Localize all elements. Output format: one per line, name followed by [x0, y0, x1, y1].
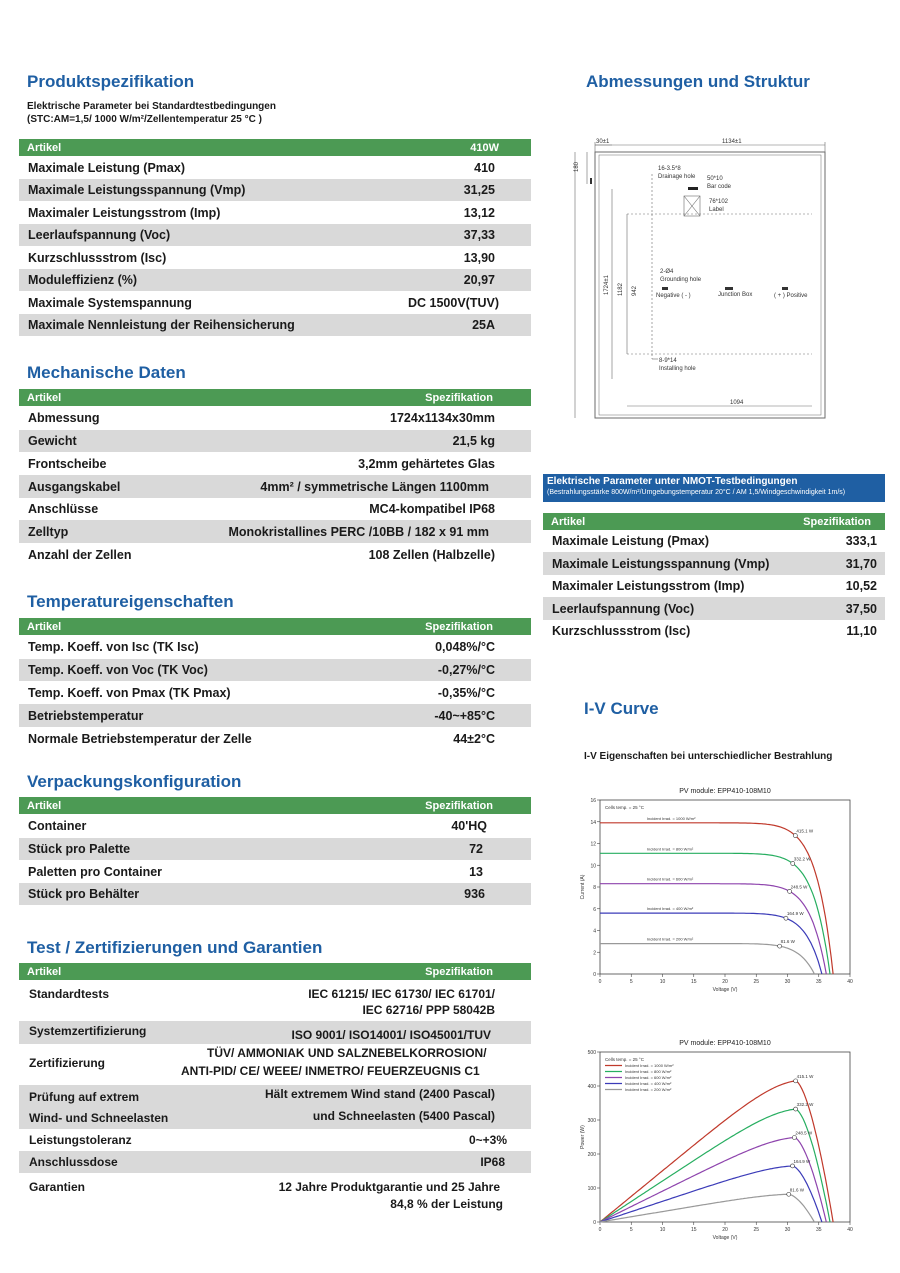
x-tick-label: 30	[784, 979, 791, 985]
row-value-2: IEC 62716/ PPP 58042B	[362, 1003, 495, 1017]
header-right: Spezifikation	[425, 620, 493, 633]
table-row	[19, 883, 531, 905]
table-row	[19, 520, 531, 543]
table-row	[19, 201, 531, 224]
y-tick-label: 0	[593, 1220, 596, 1226]
x-tick-label: 25	[753, 1227, 760, 1233]
label-size: 76*102	[709, 199, 729, 205]
row-label: Anschlussdose	[29, 1155, 118, 1169]
row-label: Zertifizierung	[29, 1056, 106, 1070]
row-value: 108 Zellen (Halbzelle)	[368, 547, 495, 562]
row-label: Garantien	[29, 1180, 86, 1194]
row-label: Container	[28, 819, 87, 833]
row-value: MC4-kompatibel IP68	[369, 502, 495, 516]
row-label: Ausgangskabel	[28, 479, 121, 494]
row-label: Maximale Leistung (Pmax)	[28, 160, 185, 175]
row-value: 3,2mm gehärtetes Glas	[358, 456, 495, 471]
dim-left-1182: 1182	[618, 283, 624, 296]
x-tick-label: 15	[690, 979, 697, 985]
mpp-label: 164.9 W	[786, 911, 804, 917]
table-row	[19, 635, 531, 659]
table-row	[19, 291, 531, 314]
row-value: TÜV/ AMMONIAK UND SALZNEBELKORROSION/	[207, 1046, 487, 1060]
row-label: Kurzschlussstrom (Isc)	[552, 624, 691, 638]
junction-box-icon	[725, 287, 733, 290]
installing-hole-label: Installing hole	[659, 366, 696, 372]
certs-title: Test / Zertifizierungen und Garantien	[27, 938, 323, 957]
row-value: IP68	[480, 1155, 505, 1169]
y-tick-label: 2	[593, 950, 596, 957]
row-label: Paletten pro Container	[28, 864, 163, 879]
dim-top-width: 1134±1	[722, 139, 742, 145]
mpp-point	[792, 1136, 796, 1140]
table-row	[19, 681, 531, 704]
temperature-title: Temperatureigenschaften	[27, 592, 234, 611]
positive-label: ( + ) Positive	[774, 293, 808, 299]
row-value: 1724x1134x30mm	[390, 411, 495, 425]
row-label: Moduleffizienz (%)	[28, 273, 138, 287]
legend-entry: Incident Irrad. = 400 W/m²	[625, 1081, 672, 1086]
row-label: Maximale Leistungsspannung (Vmp)	[552, 556, 770, 571]
header-right: Spezifikation	[803, 515, 871, 528]
chart-title: PV module: EPP410-108M10	[679, 1040, 771, 1047]
mpp-point	[794, 1107, 798, 1111]
table-row	[19, 860, 531, 883]
row-label: Temp. Koeff. von Isc (TK Isc)	[28, 640, 199, 654]
row-value: 13,90	[463, 250, 495, 265]
row-label: Stück pro Behälter	[28, 887, 140, 901]
table-row	[19, 1044, 531, 1085]
row-value: 936	[464, 887, 485, 901]
table-row	[19, 659, 531, 681]
table-row	[19, 814, 531, 838]
row-label-2: Wind- und Schneelasten	[29, 1111, 169, 1125]
packaging-table	[19, 797, 531, 905]
row-label: Betriebstemperatur	[28, 708, 144, 723]
grounding-hole-label: Grounding hole	[660, 277, 702, 283]
table-row	[543, 552, 885, 575]
iv-chart	[578, 784, 858, 994]
certs-table	[19, 963, 531, 1217]
chart-note: Cells temp. = 25 °C	[605, 805, 644, 810]
y-axis-label: Power (W)	[580, 1125, 586, 1149]
row-label: Prüfung auf extrem	[29, 1090, 140, 1104]
header-left: Artikel	[27, 141, 62, 154]
mpp-point	[791, 1164, 795, 1168]
table-header	[19, 963, 531, 980]
row-label: Anzahl der Zellen	[28, 547, 132, 562]
row-label: Frontscheibe	[28, 456, 107, 471]
legend-entry: Incident Irrad. = 600 W/m²	[625, 1075, 672, 1080]
header-right: 410W	[470, 141, 499, 154]
row-label: Temp. Koeff. von Voc (TK Voc)	[28, 663, 208, 677]
row-label: Gewicht	[28, 434, 77, 448]
series-label: Incident Irrad. = 800 W/m²	[646, 846, 694, 852]
mpp-point	[794, 1079, 798, 1083]
mpp-point	[793, 834, 797, 838]
row-value: 333,1	[845, 534, 877, 548]
series-label: Incident Irrad. = 400 W/m²	[646, 906, 694, 912]
row-value: 10,52	[845, 579, 877, 593]
row-value: 410	[474, 160, 495, 175]
nmot-table	[543, 513, 885, 642]
y-axis-label: Current (A)	[580, 874, 586, 900]
header-left: Artikel	[27, 799, 62, 812]
y-tick-label: 12	[590, 841, 596, 848]
y-tick-label: 200	[587, 1152, 596, 1158]
header-left: Artikel	[27, 391, 62, 404]
dim-left-942: 942	[632, 285, 638, 296]
series-label: Incident Irrad. = 200 W/m²	[646, 936, 694, 942]
x-tick-label: 0	[598, 979, 602, 985]
drainage-hole-label: Drainage hole	[658, 174, 696, 180]
mpp-point	[787, 1192, 791, 1196]
iv-curve-subtitle: I-V Eigenschaften bei unterschiedlicher Bestrahlung	[584, 751, 833, 762]
row-value: 31,70	[845, 556, 877, 571]
row-value-2: 84,8 % der Leistung	[390, 1197, 503, 1211]
mpp-point	[778, 944, 782, 948]
module-inner-frame	[599, 155, 821, 415]
barcode-size: 50*10	[707, 176, 723, 182]
table-row	[19, 179, 531, 201]
y-tick-label: 14	[590, 819, 596, 826]
junction-box-label: Junction Box	[718, 292, 753, 298]
header-left: Artikel	[27, 620, 62, 633]
module-frame	[595, 152, 825, 418]
y-tick-label: 400	[587, 1084, 596, 1090]
table-row	[19, 156, 531, 179]
row-value: DC 1500V(TUV)	[408, 295, 499, 310]
row-value: 12 Jahre Produktgarantie und 25 Jahre	[278, 1180, 500, 1194]
row-value: 4mm² / symmetrische Längen 1100mm	[260, 479, 489, 494]
mpp-label: 415.1 W	[796, 828, 814, 834]
table-header	[19, 139, 531, 156]
table-row	[19, 1085, 531, 1129]
row-label: Leistungstoleranz	[29, 1133, 132, 1147]
x-tick-label: 40	[847, 1227, 853, 1233]
table-row	[19, 543, 531, 566]
table-row	[543, 597, 885, 620]
header-right: Spezifikation	[425, 799, 493, 812]
product-spec-subtitle-2: (STC:AM=1,5/ 1000 W/m²/Zellentemperatur 25 °C )	[27, 114, 262, 125]
table-row	[19, 314, 531, 336]
series-label: Incident Irrad. = 600 W/m²	[646, 876, 694, 882]
row-value: 72	[469, 842, 483, 856]
x-tick-label: 5	[629, 1227, 633, 1233]
nmot-title: Elektrische Parameter unter NMOT-Testbedingungen	[547, 476, 798, 487]
mpp-label: 332.2 W	[793, 856, 811, 862]
row-label: Leerlaufspannung (Voc)	[28, 228, 171, 242]
table-row	[19, 704, 531, 727]
negative-label: Negative ( - )	[656, 293, 691, 299]
row-value: 37,50	[845, 601, 877, 616]
temperature-table	[19, 618, 531, 750]
table-row	[19, 838, 531, 860]
y-tick-label: 4	[593, 928, 596, 935]
mpp-label: 332.2 W	[796, 1102, 814, 1108]
x-axis-label: Voltage (V)	[712, 987, 738, 993]
table-row	[19, 475, 531, 498]
y-tick-label: 100	[587, 1186, 596, 1192]
y-tick-label: 500	[587, 1050, 596, 1056]
module-dimension-drawing	[572, 134, 862, 424]
x-tick-label: 20	[722, 979, 728, 985]
header-right: Spezifikation	[425, 965, 493, 978]
row-value: 37,33	[463, 228, 495, 242]
row-label: Maximaler Leistungsstrom (Imp)	[552, 579, 745, 593]
mpp-point	[791, 861, 795, 865]
table-row	[543, 530, 885, 552]
x-tick-label: 5	[629, 979, 633, 985]
row-value: 20,97	[463, 273, 495, 287]
x-tick-label: 0	[598, 1227, 602, 1233]
row-label: Normale Betriebstemperatur der Zelle	[28, 731, 252, 746]
chart-note: Cells temp. = 25 °C	[605, 1057, 644, 1062]
label-label: Label	[709, 207, 724, 213]
table-row	[19, 224, 531, 246]
table-row	[543, 620, 885, 642]
row-value: ISO 9001/ ISO14001/ ISO45001/TUV	[291, 1028, 491, 1042]
row-label: Temp. Koeff. von Pmax (TK Pmax)	[28, 685, 231, 700]
table-row	[19, 269, 531, 291]
barcode-mark	[688, 187, 698, 190]
row-value: 11,10	[846, 624, 877, 638]
dimensions-title: Abmessungen und Struktur	[586, 72, 810, 91]
table-header	[19, 797, 531, 814]
row-label: Kurzschlussstrom (Isc)	[28, 250, 167, 265]
x-tick-label: 10	[659, 1227, 666, 1233]
packaging-title: Verpackungskonfiguration	[27, 772, 242, 791]
row-value: 0~+3%	[468, 1133, 507, 1147]
table-row	[19, 246, 531, 269]
row-value: 44±2°C	[453, 731, 495, 746]
table-row	[19, 1021, 531, 1044]
row-label: Maximale Leistungsspannung (Vmp)	[28, 183, 246, 197]
y-tick-label: 16	[590, 798, 596, 804]
row-value: 40'HQ	[451, 819, 487, 833]
x-tick-label: 35	[815, 979, 822, 985]
table-row	[19, 452, 531, 475]
row-label: Leerlaufspannung (Voc)	[552, 601, 695, 616]
x-tick-label: 40	[847, 979, 853, 985]
table-header	[19, 389, 531, 406]
row-label: Standardtests	[29, 987, 110, 1001]
dim-bottom: 1094	[730, 400, 744, 406]
table-row	[19, 727, 531, 750]
row-value-2: und Schneelasten (5400 Pascal)	[312, 1109, 495, 1123]
mpp-label: 248.5 W	[790, 884, 808, 890]
drainage-hole-size: 16-3.5*8	[658, 166, 681, 172]
y-tick-label: 8	[593, 885, 596, 891]
row-value: Monokristallines PERC /10BB / 182 x 91 mm	[228, 524, 489, 539]
installing-hole-size: 8-9*14	[659, 358, 677, 364]
x-tick-label: 35	[815, 1227, 822, 1233]
mpp-label: 415.1 W	[796, 1073, 814, 1079]
row-value: 0,048%/°C	[435, 640, 495, 654]
row-value: Hält extremem Wind stand (2400 Pascal)	[265, 1087, 495, 1101]
row-label: Anschlüsse	[28, 502, 99, 516]
header-right: Spezifikation	[425, 391, 493, 404]
x-tick-label: 20	[722, 1227, 728, 1233]
row-value-2: ANTI-PID/ CE/ WEEE/ INMETRO/ FEUERZEUGNIS C1	[181, 1064, 480, 1078]
table-row	[19, 406, 531, 430]
nmot-banner	[543, 474, 885, 502]
x-tick-label: 30	[784, 1227, 791, 1233]
row-value: 13	[469, 864, 483, 879]
negative-terminal-icon	[662, 287, 668, 290]
mpp-label: 248.5 W	[795, 1130, 813, 1136]
table-row	[19, 1173, 531, 1217]
mpp-label: 164.9 W	[793, 1158, 811, 1164]
power-chart	[578, 1036, 858, 1241]
row-label: Zelltyp	[28, 524, 69, 539]
product-spec-table	[19, 139, 531, 336]
grounding-hole-size: 2-Ø4	[660, 269, 674, 275]
legend-entry: Incident Irrad. = 200 W/m²	[625, 1087, 672, 1092]
y-tick-label: 6	[593, 906, 596, 913]
row-value: IEC 61215/ IEC 61730/ IEC 61701/	[308, 987, 495, 1001]
series-label: Incident Irrad. = 1000 W/m²	[646, 815, 696, 821]
mpp-label: 81.6 W	[789, 1187, 805, 1193]
row-label: Maximale Leistung (Pmax)	[552, 534, 709, 548]
table-row	[19, 1151, 531, 1173]
dim-top-frame: 30±1	[596, 139, 610, 145]
dim-left-small: 180	[574, 161, 580, 172]
mpp-point	[788, 889, 792, 893]
product-spec-subtitle-1: Elektrische Parameter bei Standardtestbedingungen	[27, 101, 276, 112]
nmot-subtitle: (Bestrahlungsstärke 800W/m²/Umgebungstemperatur 20°C / AM 1,5/Windgeschwindigkeit 1m/s)	[547, 489, 846, 496]
mpp-point	[784, 916, 788, 920]
x-tick-label: 25	[753, 979, 760, 985]
table-row	[19, 430, 531, 452]
row-value: 21,5 kg	[452, 434, 495, 448]
y-tick-label: 300	[587, 1118, 596, 1124]
row-value: -0,27%/°C	[437, 663, 495, 677]
product-spec-title: Produktspezifikation	[27, 72, 195, 91]
barcode-label: Bar code	[707, 184, 732, 190]
positive-terminal-icon	[782, 287, 788, 290]
row-label: Maximale Nennleistung der Reihensicherung	[28, 318, 295, 332]
x-axis-label: Voltage (V)	[712, 1235, 738, 1241]
x-tick-label: 10	[659, 979, 666, 985]
mechanical-table	[19, 389, 531, 566]
header-left: Artikel	[27, 965, 62, 978]
row-label: Maximaler Leistungsstrom (Imp)	[28, 205, 221, 220]
iv-curve-title: I-V Curve	[584, 699, 659, 718]
row-label: Stück pro Palette	[28, 842, 131, 856]
table-header	[543, 513, 885, 530]
mpp-label: 81.6 W	[780, 939, 795, 945]
dim-left-height: 1724±1	[604, 275, 610, 295]
row-value: -0,35%/°C	[437, 685, 495, 700]
table-row	[19, 498, 531, 520]
row-label: Abmessung	[28, 411, 100, 425]
table-row	[543, 575, 885, 597]
table-row	[19, 1129, 531, 1151]
row-label: Maximale Systemspannung	[28, 295, 192, 310]
table-row	[19, 980, 531, 1021]
row-value: 31,25	[463, 183, 495, 197]
row-label: Systemzertifizierung	[29, 1024, 147, 1038]
header-left: Artikel	[551, 515, 586, 528]
row-value: 25A	[472, 318, 495, 332]
chart-title: PV module: EPP410-108M10	[679, 788, 771, 795]
y-tick-label: 10	[590, 863, 596, 870]
table-header	[19, 618, 531, 635]
x-tick-label: 15	[690, 1227, 697, 1233]
row-value: -40~+85°C	[434, 708, 495, 723]
row-value: 13,12	[463, 205, 495, 220]
legend-entry: Incident Irrad. = 1000 W/m²	[625, 1063, 674, 1068]
mechanical-title: Mechanische Daten	[27, 363, 186, 382]
legend-entry: Incident Irrad. = 800 W/m²	[625, 1069, 672, 1074]
y-tick-label: 0	[593, 972, 596, 978]
